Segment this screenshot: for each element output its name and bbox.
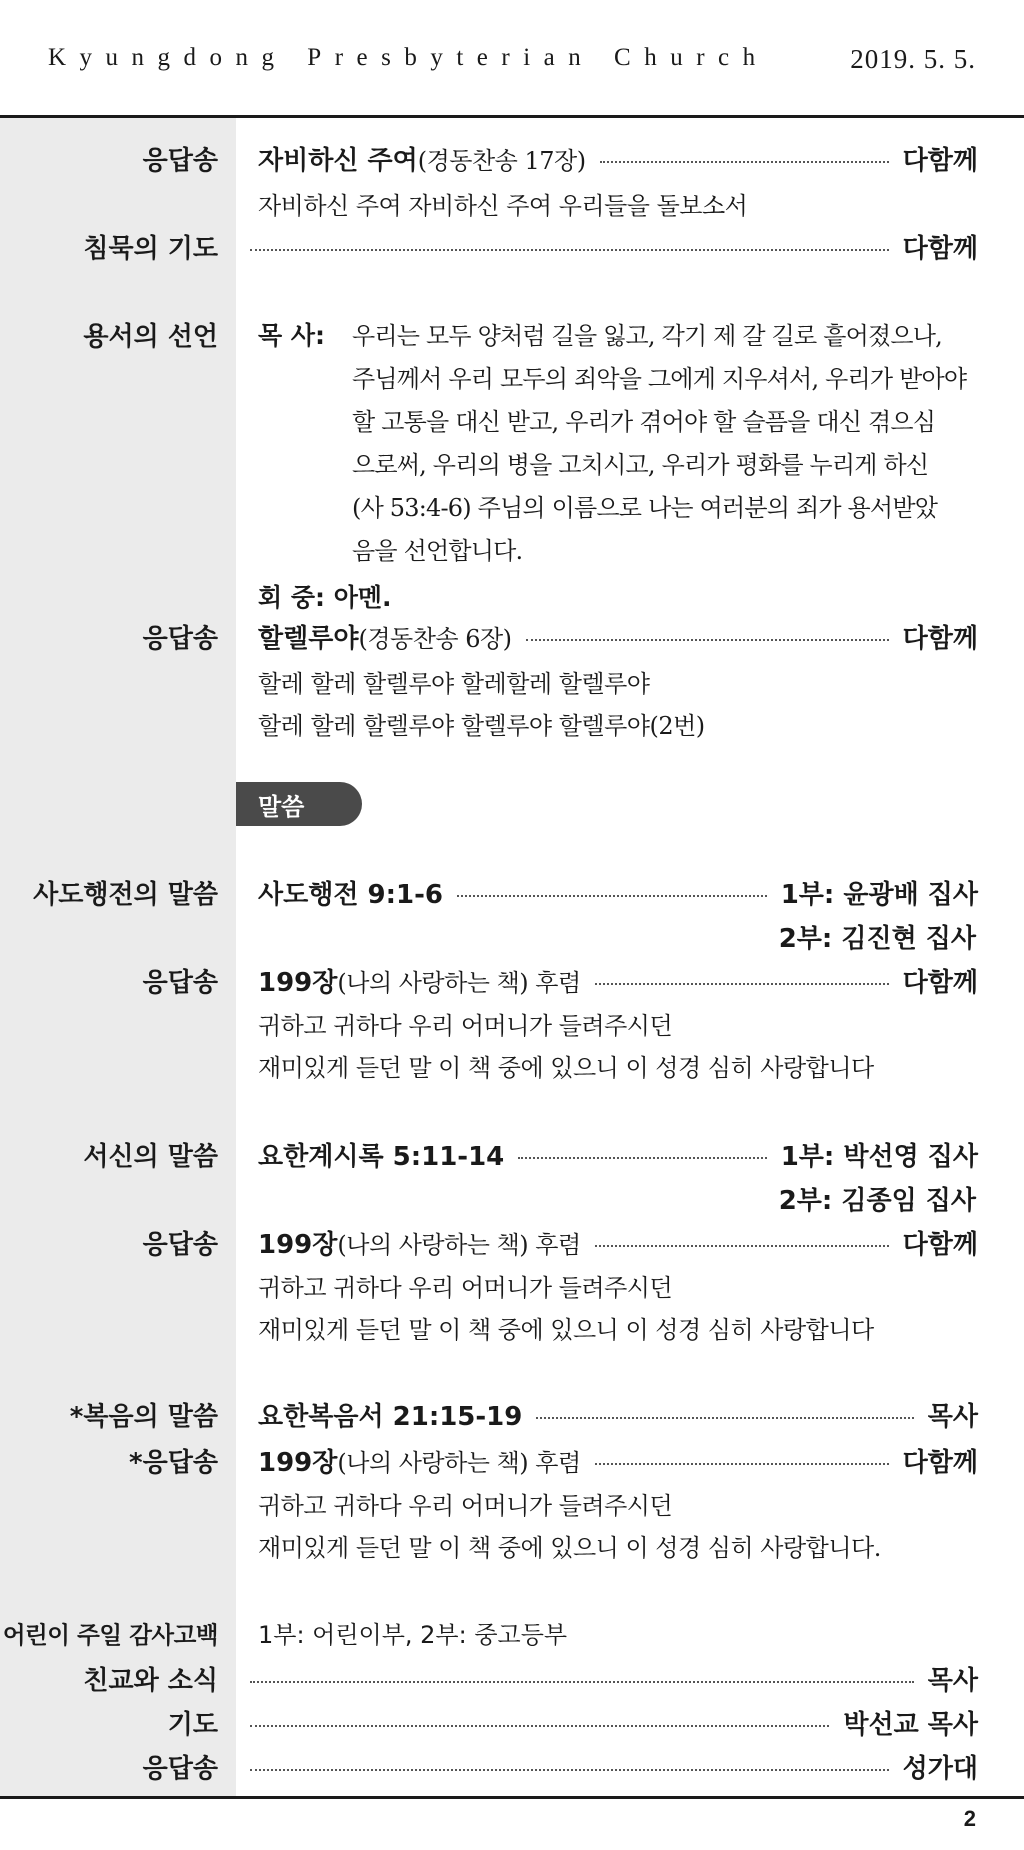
- service-groups: 1부: 어린이부, 2부: 중고등부: [258, 1620, 568, 1649]
- order-row: [258, 1440, 978, 1480]
- item-label: 침묵의 기도: [83, 234, 218, 264]
- responsible: 다함께: [902, 145, 978, 176]
- item-label: 응답송: [142, 968, 218, 998]
- responsible: 박선교 목사: [843, 1709, 978, 1740]
- leader-dots: [600, 161, 889, 163]
- leader-dots: [526, 639, 889, 641]
- responsible: 다함께: [902, 623, 978, 654]
- item-label: 기도: [167, 1710, 218, 1740]
- responsible: 다함께: [902, 1229, 978, 1260]
- lyric-line: 재미있게 듣던 말 이 책 중에 있으니 이 성경 심히 사랑합니다.: [258, 1534, 881, 1562]
- item-label: 응답송: [142, 146, 218, 176]
- declaration-line: (사 53:4-6) 주님의 이름으로 나는 여러분의 죄가 용서받았: [352, 494, 938, 522]
- hymn-title: 자비하신 주여: [258, 145, 418, 176]
- lyric-line: 할레 할레 할렐루야 할렐루야 할렐루야(2번): [258, 712, 705, 740]
- declaration-line: 우리는 모두 양처럼 길을 잃고, 각기 제 갈 길로 흩어졌으나,: [352, 322, 942, 350]
- leader-dots: [457, 895, 767, 897]
- declaration-line: 주님께서 우리 모두의 죄악을 그에게 지우셔서, 우리가 받아야: [352, 365, 967, 393]
- hymn-title: 199장: [258, 1229, 338, 1260]
- item-label: 서신의 말씀: [83, 1142, 218, 1172]
- lyric-line: 자비하신 주여 자비하신 주여 우리들을 돌보소서: [258, 192, 748, 220]
- order-row: [258, 960, 978, 1000]
- leader-dots: [518, 1157, 766, 1159]
- item-label: 어린이 주일 감사고백: [2, 1621, 218, 1649]
- scripture-reference: 사도행전 9:1-6: [258, 879, 443, 910]
- responsible: 목사: [927, 1401, 978, 1432]
- declaration-line: 으로써, 우리의 병을 고치시고, 우리가 평화를 누리게 하신: [352, 451, 929, 479]
- item-label: 응답송: [142, 624, 218, 654]
- responsible: 다함께: [902, 233, 978, 264]
- lyric-line: 귀하고 귀하다 우리 어머니가 들려주시던: [258, 1274, 673, 1302]
- hymn-title: 할렐루야: [258, 623, 359, 654]
- responsible: 성가대: [902, 1753, 978, 1784]
- page-number: 2: [963, 1806, 976, 1831]
- item-label: 응답송: [142, 1230, 218, 1260]
- congregation-response: 회 중: 아멘.: [258, 583, 392, 612]
- declaration-line: 음을 선언합니다.: [352, 537, 523, 565]
- hymn-subtitle: (경동찬송 17장): [417, 146, 586, 175]
- speaker-label: 목 사:: [258, 321, 326, 350]
- order-row: [258, 138, 978, 178]
- item-label: *응답송: [129, 1448, 218, 1478]
- lyric-line: 할레 할레 할렐루야 할레할레 할렐루야: [258, 670, 650, 698]
- responsible: 목사: [927, 1665, 978, 1696]
- responsible: 다함께: [902, 967, 978, 998]
- order-row: [258, 1222, 978, 1262]
- order-row: [258, 872, 978, 912]
- lyric-line: 재미있게 듣던 말 이 책 중에 있으니 이 성경 심히 사랑합니다: [258, 1054, 874, 1082]
- item-label: 응답송: [142, 1754, 218, 1784]
- item-label: 친교와 소식: [83, 1666, 218, 1696]
- order-row: [236, 226, 978, 266]
- page-header: [0, 0, 1024, 118]
- reader-second-service: 2부: 김진현 집사: [778, 924, 976, 954]
- lyric-line: 귀하고 귀하다 우리 어머니가 들려주시던: [258, 1012, 673, 1040]
- leader-dots: [595, 983, 889, 985]
- order-row: [258, 1134, 978, 1174]
- leader-dots: [250, 1681, 914, 1683]
- leader-dots: [250, 1769, 889, 1771]
- reader-first-service: 1부: 박선영 집사: [780, 1141, 978, 1172]
- leader-dots: [250, 249, 889, 251]
- hymn-subtitle: (나의 사랑하는 책) 후렴: [337, 968, 581, 997]
- leader-dots: [595, 1245, 889, 1247]
- bulletin-date: 2019. 5. 5.: [850, 44, 976, 74]
- order-row: [258, 1394, 978, 1434]
- footer-rule: [0, 1796, 1024, 1799]
- order-row: [236, 1702, 978, 1742]
- leader-dots: [250, 1725, 829, 1727]
- order-row: [236, 1746, 978, 1786]
- order-row: [258, 1612, 978, 1652]
- item-label: 용서의 선언: [83, 322, 218, 352]
- order-row: [258, 616, 978, 656]
- hymn-subtitle: (나의 사랑하는 책) 후렴: [337, 1448, 581, 1477]
- scripture-reference: 요한계시록 5:11-14: [258, 1141, 505, 1172]
- item-label: 사도행전의 말씀: [33, 880, 218, 910]
- hymn-subtitle: (경동찬송 6장): [358, 624, 512, 653]
- leader-dots: [595, 1463, 889, 1465]
- reader-first-service: 1부: 윤광배 집사: [780, 879, 978, 910]
- reader-second-service: 2부: 김종임 집사: [778, 1186, 976, 1216]
- section-tag-word: 말씀: [236, 782, 362, 826]
- hymn-title: 199장: [258, 967, 338, 998]
- lyric-line: 재미있게 듣던 말 이 책 중에 있으니 이 성경 심히 사랑합니다: [258, 1316, 874, 1344]
- leader-dots: [536, 1417, 913, 1419]
- scripture-reference: 요한복음서 21:15-19: [258, 1401, 523, 1432]
- hymn-title: 199장: [258, 1447, 338, 1478]
- label-column: [0, 118, 236, 1796]
- order-row: [236, 1658, 978, 1698]
- item-label: *복음의 말씀: [69, 1402, 218, 1432]
- declaration-line: 할 고통을 대신 받고, 우리가 겪어야 할 슬픔을 대신 겪으심: [352, 408, 936, 436]
- church-name: Kyungdong Presbyterian Church: [48, 44, 769, 71]
- lyric-line: 귀하고 귀하다 우리 어머니가 들려주시던: [258, 1492, 673, 1520]
- hymn-subtitle: (나의 사랑하는 책) 후렴: [337, 1230, 581, 1259]
- responsible: 다함께: [902, 1447, 978, 1478]
